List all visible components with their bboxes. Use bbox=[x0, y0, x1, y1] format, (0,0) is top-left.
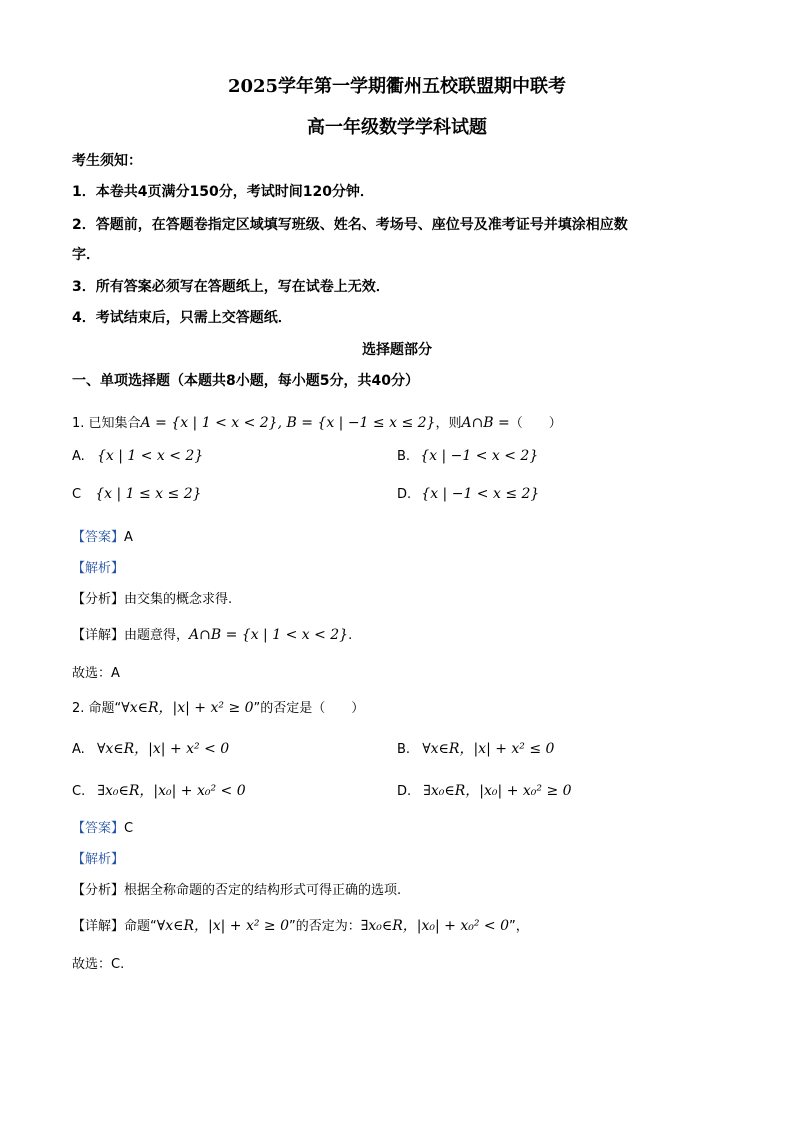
q2-analysis-tag bbox=[72, 848, 124, 867]
q1-answer-tag: 【答案】 bbox=[72, 530, 125, 545]
q2-stem bbox=[72, 697, 364, 717]
q2-answer bbox=[72, 817, 133, 836]
q1-conclusion: 故选：A bbox=[72, 666, 120, 681]
q2-option-b-label: B. bbox=[397, 742, 411, 757]
q1-detail-suffix: . bbox=[348, 628, 353, 643]
q1-option-b bbox=[397, 448, 538, 464]
q1-fenxi-text: 由交集的概念求得. bbox=[124, 592, 233, 607]
q1-option-c bbox=[72, 486, 202, 502]
q1-option-d bbox=[397, 486, 539, 502]
q2-stem-expr: ∀x∈R，|x| + x² ≥ 0 bbox=[121, 700, 254, 716]
q1-analysis-label: 【解析】 bbox=[72, 561, 125, 576]
q2-fenxi bbox=[72, 879, 401, 898]
q2-option-d bbox=[397, 780, 572, 800]
q1-stem-suffix: ，则 bbox=[435, 416, 462, 431]
q2-detail-expr-1: ∀x∈R，|x| + x² ≥ 0 bbox=[156, 918, 290, 934]
q1-stem-prefix: 1. 已知集合 bbox=[72, 416, 141, 431]
notice-item-2-cont: 字． bbox=[72, 247, 100, 263]
q2-fenxi-text: 根据全称命题的否定的结构形式可得正确的选项. bbox=[124, 883, 402, 898]
q2-option-a-label: A. bbox=[72, 742, 85, 757]
q1-analysis-tag bbox=[72, 557, 124, 576]
q1-stem-sets: A = {x | 1 < x < 2}, B = {x | −1 ≤ x ≤ 2} bbox=[140, 415, 436, 431]
section-part-title: 选择题部分 bbox=[362, 342, 432, 358]
q1-detail-prefix: 由题意得， bbox=[124, 628, 190, 643]
q2-detail-prefix: 命题“ bbox=[124, 919, 157, 934]
q1-option-c-label: C bbox=[72, 487, 82, 502]
q2-answer-value: C bbox=[124, 821, 134, 836]
q2-answer-tag: 【答案】 bbox=[72, 821, 125, 836]
q1-stem-paren: （ ） bbox=[509, 416, 562, 431]
q1-detail bbox=[72, 624, 352, 643]
q2-option-b bbox=[397, 738, 554, 758]
q2-option-c bbox=[72, 780, 246, 800]
q2-option-c-label: C. bbox=[72, 784, 86, 799]
section-heading: 一、单项选择题（本题共8小题，每小题5分，共40分） bbox=[72, 373, 419, 389]
q2-option-a-text: ∀x∈R，|x| + x² < 0 bbox=[96, 741, 230, 757]
q2-option-a bbox=[72, 738, 229, 758]
q2-option-d-label: D. bbox=[397, 784, 412, 799]
q2-option-b-text: ∀x∈R，|x| + x² ≤ 0 bbox=[422, 741, 555, 757]
q1-fenxi-tag: 【分析】 bbox=[72, 592, 125, 607]
notice-item-1: 1．本卷共4页满分150分，考试时间120分钟． bbox=[72, 184, 374, 200]
q2-detail-tag: 【详解】 bbox=[72, 919, 125, 934]
notice-heading: 考生须知： bbox=[72, 153, 142, 169]
q2-analysis-label: 【解析】 bbox=[72, 852, 125, 867]
q1-answer-value: A bbox=[124, 530, 133, 545]
notice-item-3: 3．所有答案必须写在答题纸上，写在试卷上无效． bbox=[72, 279, 390, 295]
q2-stem-prefix: 2. 命题“ bbox=[72, 701, 122, 716]
q1-option-a-label: A. bbox=[72, 449, 85, 464]
q2-detail-mid: ”的否定为： bbox=[289, 919, 361, 934]
q2-fenxi-tag: 【分析】 bbox=[72, 883, 125, 898]
q1-option-b-label: B. bbox=[397, 449, 411, 464]
q2-detail bbox=[72, 915, 529, 935]
notice-item-2: 2．答题前，在答题卷指定区域填写班级、姓名、考场号、座位号及准考证号并填涂相应数 bbox=[72, 217, 628, 233]
q2-detail-expr-2: ∃x₀∈R，|x₀| + x₀² < 0 bbox=[360, 918, 510, 934]
q1-option-d-label: D. bbox=[397, 487, 412, 502]
exam-title: 2025学年第一学期衢州五校联盟期中联考 bbox=[227, 76, 567, 97]
q1-stem-expr: A∩B = bbox=[461, 415, 510, 431]
q2-detail-suffix: ”， bbox=[509, 919, 529, 934]
q2-option-c-text: ∃x₀∈R，|x₀| + x₀² < 0 bbox=[97, 783, 246, 799]
q1-stem bbox=[72, 412, 562, 431]
q1-fenxi bbox=[72, 588, 232, 607]
q1-option-a-text: {x | 1 < x < 2} bbox=[96, 448, 204, 464]
q1-detail-expr: A∩B = {x | 1 < x < 2} bbox=[189, 627, 349, 643]
q1-option-c-text: {x | 1 ≤ x ≤ 2} bbox=[95, 486, 202, 502]
q2-conclusion: 故选：C. bbox=[72, 957, 125, 972]
q2-option-d-text: ∃x₀∈R，|x₀| + x₀² ≥ 0 bbox=[423, 783, 572, 799]
q1-detail-tag: 【详解】 bbox=[72, 628, 125, 643]
q1-option-b-text: {x | −1 < x < 2} bbox=[420, 448, 539, 464]
q1-option-a bbox=[72, 448, 203, 464]
q1-option-d-text: {x | −1 < x ≤ 2} bbox=[421, 486, 540, 502]
notice-item-4: 4．考试结束后，只需上交答题纸． bbox=[72, 310, 292, 326]
exam-subtitle: 高一年级数学学科试题 bbox=[307, 117, 487, 138]
q2-stem-suffix: ”的否定是（ ） bbox=[253, 701, 365, 716]
q1-answer bbox=[72, 526, 133, 545]
